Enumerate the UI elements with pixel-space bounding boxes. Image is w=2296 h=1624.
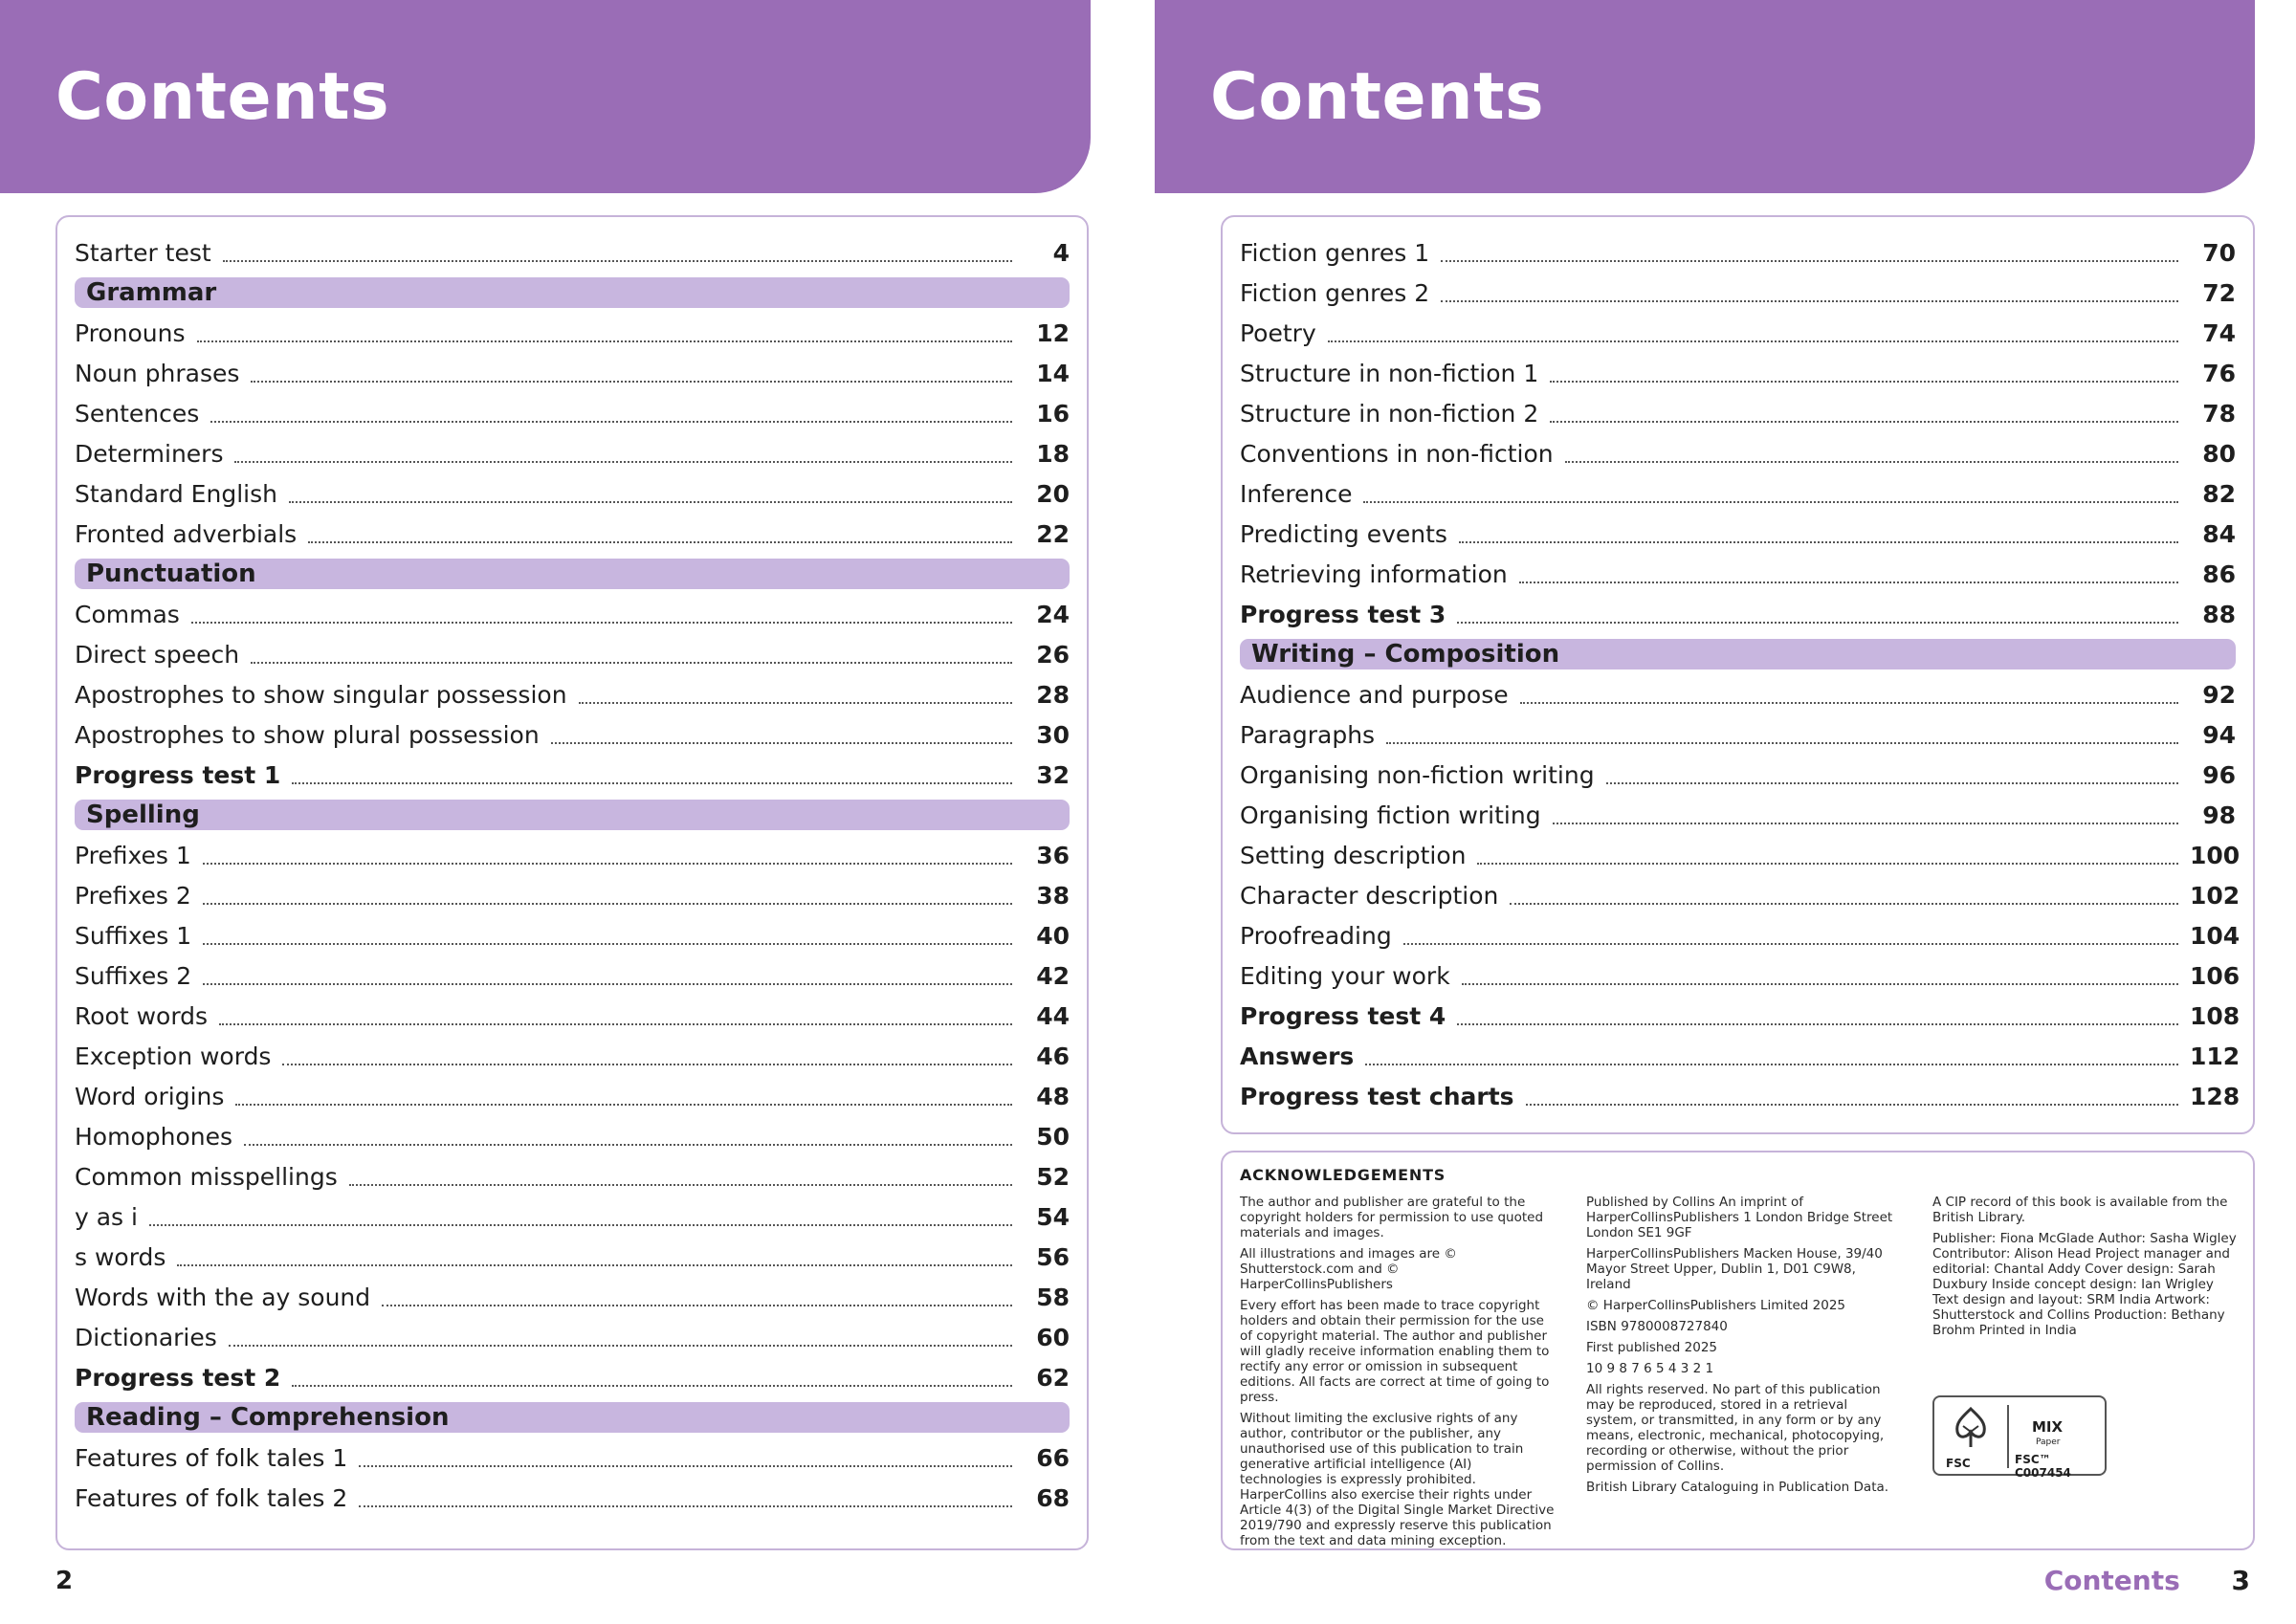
toc-entry bbox=[1240, 955, 2241, 996]
toc-entry bbox=[1240, 755, 2236, 795]
dot-leader bbox=[359, 1504, 1012, 1507]
toc-entry-page: 108 bbox=[2190, 1001, 2241, 1030]
toc-entry-page: 56 bbox=[1036, 1242, 1070, 1271]
toc-entry bbox=[1240, 554, 2236, 594]
toc-entry-page: 40 bbox=[1036, 921, 1070, 950]
toc-entry bbox=[75, 755, 1070, 795]
toc-entry bbox=[75, 433, 1070, 473]
ack-paragraph: ISBN 9780008727840 bbox=[1586, 1319, 1728, 1334]
fsc-tree-logo-icon bbox=[1942, 1403, 1999, 1460]
dot-leader bbox=[1606, 781, 2178, 784]
fsc-paper-label: Paper bbox=[2036, 1437, 2061, 1447]
toc-entry-title: Fiction genres 2 bbox=[1240, 278, 1430, 307]
ack-paragraph: The author and publisher are grateful to the copyright holders for permission to use quoted materials and images. bbox=[1240, 1195, 1544, 1240]
toc-entry bbox=[75, 1437, 1070, 1478]
toc-entry bbox=[75, 473, 1070, 514]
ack-paragraph: Every effort has been made to trace copyright holders and obtain their permission for the use of copyright material. The author and publisher will gladly receive information enabling them to rectify any error or omission in subsequent editions. All facts are correct at time of going to press. bbox=[1240, 1298, 1550, 1405]
toc-entry-page: 26 bbox=[1036, 640, 1070, 669]
toc-entry-title: y as i bbox=[75, 1202, 138, 1231]
right-contents-box bbox=[1221, 215, 2255, 1134]
toc-entry bbox=[75, 594, 1070, 634]
toc-entry bbox=[75, 714, 1070, 755]
toc-entry-page: 112 bbox=[2190, 1042, 2241, 1070]
toc-entry-title: Apostrophes to show singular possession bbox=[75, 680, 567, 709]
dot-leader bbox=[1526, 1103, 2178, 1106]
toc-entry bbox=[1240, 875, 2241, 915]
toc-entry bbox=[1240, 393, 2236, 433]
toc-entry bbox=[1240, 232, 2236, 273]
toc-entry-page: 70 bbox=[2202, 238, 2236, 267]
toc-entry bbox=[1240, 514, 2236, 554]
dot-leader bbox=[149, 1223, 1012, 1226]
toc-entry-page: 14 bbox=[1036, 359, 1070, 387]
toc-entry-page: 128 bbox=[2190, 1082, 2241, 1110]
dot-leader bbox=[292, 1384, 1012, 1387]
toc-entry bbox=[75, 1277, 1070, 1317]
toc-entry-title: Standard English bbox=[75, 479, 277, 508]
left-contents-box bbox=[55, 215, 1089, 1550]
dot-leader bbox=[1459, 540, 2178, 543]
toc-entry bbox=[75, 875, 1070, 915]
toc-entry bbox=[75, 393, 1070, 433]
toc-entry-page: 18 bbox=[1036, 439, 1070, 468]
toc-entry-title: Suffixes 1 bbox=[75, 921, 192, 950]
toc-entry bbox=[75, 955, 1070, 996]
toc-entry-title: Structure in non-fiction 2 bbox=[1240, 399, 1539, 428]
footer-contents-label: Contents bbox=[2043, 1565, 2180, 1596]
toc-entry bbox=[75, 674, 1070, 714]
toc-entry-page: 12 bbox=[1036, 318, 1070, 347]
dot-leader bbox=[223, 259, 1012, 262]
fsc-divider bbox=[2007, 1405, 2009, 1468]
toc-entry bbox=[75, 1036, 1070, 1076]
toc-entry-page: 50 bbox=[1036, 1122, 1070, 1151]
toc-entry-title: Structure in non-fiction 1 bbox=[1240, 359, 1539, 387]
toc-entry-page: 66 bbox=[1036, 1443, 1070, 1472]
toc-entry-page: 102 bbox=[2190, 881, 2241, 910]
toc-entry-title: Features of folk tales 2 bbox=[75, 1483, 348, 1512]
toc-entry-page: 92 bbox=[2202, 680, 2236, 709]
dot-leader bbox=[1386, 741, 2178, 744]
toc-entry bbox=[75, 353, 1070, 393]
toc-entry bbox=[1240, 915, 2241, 955]
toc-entry bbox=[75, 1237, 1070, 1277]
toc-entry-title: Setting description bbox=[1240, 841, 1467, 869]
dot-leader bbox=[1520, 701, 2178, 704]
toc-entry bbox=[75, 835, 1070, 875]
fsc-code: FSC™ C007454 bbox=[2015, 1453, 2071, 1480]
dot-leader bbox=[251, 661, 1012, 664]
toc-entry-page: 72 bbox=[2202, 278, 2236, 307]
toc-entry-page: 76 bbox=[2202, 359, 2236, 387]
toc-entry-page: 60 bbox=[1036, 1323, 1070, 1351]
toc-entry-title: Exception words bbox=[75, 1042, 272, 1070]
toc-entry-title: Predicting events bbox=[1240, 519, 1447, 548]
toc-entry-title: Proofreading bbox=[1240, 921, 1392, 950]
toc-section-heading: Spelling bbox=[75, 800, 1070, 830]
toc-section-heading: Punctuation bbox=[75, 559, 1070, 589]
right-page-number: 3 bbox=[2231, 1565, 2250, 1596]
dot-leader bbox=[191, 621, 1012, 624]
toc-entry-title: Paragraphs bbox=[1240, 720, 1376, 749]
toc-entry-title: Audience and purpose bbox=[1240, 680, 1509, 709]
ack-paragraph: All illustrations and images are © Shutterstock.com and © HarperCollinsPublishers bbox=[1240, 1246, 1457, 1292]
ack-paragraph: British Library Cataloguing in Publication Data. bbox=[1586, 1480, 1889, 1495]
toc-entry-page: 106 bbox=[2190, 961, 2241, 990]
toc-entry-title: Organising non-fiction writing bbox=[1240, 760, 1595, 789]
dot-leader bbox=[203, 982, 1012, 985]
dot-leader bbox=[203, 862, 1012, 865]
toc-entry-title: Dictionaries bbox=[75, 1323, 217, 1351]
toc-entry-title: Fronted adverbials bbox=[75, 519, 298, 548]
toc-entry-page: 42 bbox=[1036, 961, 1070, 990]
toc-entry-title: Common misspellings bbox=[75, 1162, 338, 1191]
toc-entry-title: Starter test bbox=[75, 238, 211, 267]
dot-leader bbox=[1403, 942, 2178, 945]
dot-leader bbox=[219, 1022, 1012, 1025]
toc-entry bbox=[1240, 674, 2236, 714]
dot-leader bbox=[1519, 581, 2178, 583]
toc-entry bbox=[75, 232, 1070, 273]
dot-leader bbox=[1441, 299, 2178, 302]
toc-entry-page: 88 bbox=[2202, 600, 2236, 628]
toc-entry-title: Prefixes 2 bbox=[75, 881, 191, 910]
toc-entry-page: 52 bbox=[1036, 1162, 1070, 1191]
dot-leader bbox=[251, 380, 1012, 383]
toc-entry-page: 62 bbox=[1036, 1363, 1070, 1392]
dot-leader bbox=[1441, 259, 2178, 262]
toc-entry-page: 36 bbox=[1036, 841, 1070, 869]
toc-entry-title: Progress test 3 bbox=[1240, 600, 1446, 628]
toc-entry-title: Words with the ay sound bbox=[75, 1283, 371, 1311]
toc-entry bbox=[1240, 313, 2236, 353]
left-toc-list bbox=[75, 232, 1070, 1518]
toc-entry bbox=[75, 514, 1070, 554]
toc-entry-title: Inference bbox=[1240, 479, 1353, 508]
ack-paragraph: 10 9 8 7 6 5 4 3 2 1 bbox=[1586, 1361, 1714, 1376]
toc-entry-title: Noun phrases bbox=[75, 359, 240, 387]
toc-entry-page: 94 bbox=[2202, 720, 2236, 749]
ack-paragraph: Publisher: Fiona McGlade Author: Sasha Wigley Contributor: Alison Head Project manager and editorial: Chantal Addy Cover design: Sarah Duxbury Inside concept design: Ian Wrigley Text design and layout: SRM India Artwork: Shutterstock and Collins Production: Bethany Brohm Printed in India bbox=[1932, 1231, 2237, 1338]
toc-entry-page: 30 bbox=[1036, 720, 1070, 749]
ack-paragraph: Without limiting the exclusive rights of any author, contributor or the publisher, any unauthorised use of this publication to train generative artificial intelligence (AI) technologies is expressly prohibited. HarperCollins also exercise their rights under Article 4(3) of the Digital Single Market Directive 2019/790 and expressly reserve this publication from the text and data mining exception. bbox=[1240, 1411, 1555, 1548]
toc-entry bbox=[1240, 433, 2236, 473]
dot-leader bbox=[1550, 420, 2178, 423]
toc-entry bbox=[1240, 353, 2236, 393]
dot-leader bbox=[1363, 500, 2178, 503]
toc-entry-page: 98 bbox=[2202, 801, 2236, 829]
toc-entry-page: 68 bbox=[1036, 1483, 1070, 1512]
toc-entry-page: 54 bbox=[1036, 1202, 1070, 1231]
dot-leader bbox=[292, 781, 1012, 784]
dot-leader bbox=[1457, 621, 2178, 624]
toc-entry-title: Progress test 2 bbox=[75, 1363, 281, 1392]
fsc-badge bbox=[1932, 1395, 2107, 1480]
toc-entry bbox=[75, 1156, 1070, 1196]
toc-entry-title: Sentences bbox=[75, 399, 200, 428]
dot-leader bbox=[234, 460, 1012, 463]
dot-leader bbox=[229, 1344, 1012, 1347]
ack-paragraph: HarperCollinsPublishers Macken House, 39/40 Mayor Street Upper, Dublin 1, D01 C9W8, Ireland bbox=[1586, 1246, 1883, 1292]
toc-entry bbox=[75, 1196, 1070, 1237]
toc-entry bbox=[75, 1116, 1070, 1156]
toc-section-heading: Writing – Composition bbox=[1240, 639, 2236, 669]
dot-leader bbox=[382, 1304, 1012, 1306]
toc-entry-title: Root words bbox=[75, 1001, 209, 1030]
toc-entry-page: 4 bbox=[1052, 238, 1070, 267]
dot-leader bbox=[282, 1063, 1012, 1065]
dot-leader bbox=[1553, 822, 2178, 824]
dot-leader bbox=[1550, 380, 2178, 383]
acknowledgements-heading: ACKNOWLEDGEMENTS bbox=[1240, 1166, 1446, 1184]
acknowledgements-box bbox=[1221, 1151, 2255, 1550]
dot-leader bbox=[177, 1263, 1012, 1266]
toc-entry-page: 48 bbox=[1036, 1082, 1070, 1110]
toc-entry bbox=[75, 915, 1070, 955]
toc-entry-title: Answers bbox=[1240, 1042, 1355, 1070]
ack-paragraph: Published by Collins An imprint of HarperCollinsPublishers 1 London Bridge Street London SE1 9GF bbox=[1586, 1195, 1893, 1240]
toc-entry-title: Progress test charts bbox=[1240, 1082, 1514, 1110]
toc-entry-page: 32 bbox=[1036, 760, 1070, 789]
toc-entry bbox=[1240, 273, 2236, 313]
toc-entry bbox=[1240, 594, 2236, 634]
toc-entry-title: s words bbox=[75, 1242, 166, 1271]
toc-entry-title: Determiners bbox=[75, 439, 224, 468]
toc-entry-page: 84 bbox=[2202, 519, 2236, 548]
left-page-number: 2 bbox=[55, 1567, 74, 1595]
toc-entry-page: 38 bbox=[1036, 881, 1070, 910]
toc-entry-page: 104 bbox=[2190, 921, 2241, 950]
toc-entry bbox=[75, 1357, 1070, 1397]
dot-leader bbox=[359, 1464, 1012, 1467]
toc-entry-page: 80 bbox=[2202, 439, 2236, 468]
toc-entry-page: 20 bbox=[1036, 479, 1070, 508]
dot-leader bbox=[1457, 1022, 2178, 1025]
toc-entry-title: Progress test 1 bbox=[75, 760, 281, 789]
right-page-title: Contents bbox=[1210, 59, 1545, 135]
left-page-header bbox=[0, 0, 1091, 193]
dot-leader bbox=[579, 701, 1012, 704]
toc-entry bbox=[75, 313, 1070, 353]
ack-paragraph: A CIP record of this book is available from the British Library. bbox=[1932, 1195, 2228, 1225]
right-page-footer bbox=[2044, 1565, 2250, 1596]
toc-entry-page: 28 bbox=[1036, 680, 1070, 709]
toc-entry-title: Character description bbox=[1240, 881, 1499, 910]
dot-leader bbox=[289, 500, 1012, 503]
dot-leader bbox=[197, 340, 1012, 342]
toc-entry-page: 96 bbox=[2202, 760, 2236, 789]
dot-leader bbox=[203, 902, 1012, 905]
toc-entry-title: Suffixes 2 bbox=[75, 961, 192, 990]
toc-entry-title: Progress test 4 bbox=[1240, 1001, 1446, 1030]
toc-entry-page: 58 bbox=[1036, 1283, 1070, 1311]
toc-entry-title: Prefixes 1 bbox=[75, 841, 191, 869]
acknowledgements-column-1 bbox=[1240, 1195, 1556, 1554]
toc-entry bbox=[1240, 795, 2236, 835]
toc-entry-title: Retrieving information bbox=[1240, 560, 1508, 588]
toc-entry-page: 46 bbox=[1036, 1042, 1070, 1070]
dot-leader bbox=[203, 942, 1012, 945]
toc-entry bbox=[1240, 473, 2236, 514]
right-toc-list bbox=[1240, 232, 2241, 1116]
toc-entry-title: Fiction genres 1 bbox=[1240, 238, 1430, 267]
ack-paragraph: All rights reserved. No part of this publication may be reproduced, stored in a retrieval system, or transmitted, in any form or by any means, electronic, mechanical, photocopying, recording or otherwise, without the prior permission of Collins. bbox=[1586, 1382, 1885, 1474]
ack-paragraph: © HarperCollinsPublishers Limited 2025 bbox=[1586, 1298, 1846, 1313]
toc-entry bbox=[75, 1076, 1070, 1116]
dot-leader bbox=[1328, 340, 2178, 342]
toc-entry-title: Commas bbox=[75, 600, 180, 628]
fsc-mix-label: MIX bbox=[2032, 1418, 2064, 1436]
toc-entry-page: 16 bbox=[1036, 399, 1070, 428]
toc-entry-title: Homophones bbox=[75, 1122, 233, 1151]
acknowledgements-column-3 bbox=[1932, 1195, 2243, 1344]
dot-leader bbox=[1365, 1063, 2178, 1065]
toc-section-heading: Reading – Comprehension bbox=[75, 1402, 1070, 1433]
toc-entry-page: 74 bbox=[2202, 318, 2236, 347]
toc-entry bbox=[1240, 996, 2241, 1036]
toc-entry-title: Editing your work bbox=[1240, 961, 1450, 990]
toc-entry-page: 78 bbox=[2202, 399, 2236, 428]
toc-entry-title: Conventions in non-fiction bbox=[1240, 439, 1554, 468]
right-page-header bbox=[1155, 0, 2255, 193]
toc-entry bbox=[1240, 1036, 2241, 1076]
toc-entry-title: Organising fiction writing bbox=[1240, 801, 1541, 829]
toc-entry-page: 100 bbox=[2190, 841, 2241, 869]
toc-entry-page: 22 bbox=[1036, 519, 1070, 548]
dot-leader bbox=[1510, 902, 2178, 905]
toc-entry-title: Direct speech bbox=[75, 640, 240, 669]
toc-entry-title: Features of folk tales 1 bbox=[75, 1443, 348, 1472]
dot-leader bbox=[235, 1103, 1012, 1106]
toc-entry-page: 24 bbox=[1036, 600, 1070, 628]
dot-leader bbox=[244, 1143, 1012, 1146]
dot-leader bbox=[1565, 460, 2178, 463]
dot-leader bbox=[349, 1183, 1012, 1186]
dot-leader bbox=[1477, 862, 2178, 865]
toc-entry-title: Pronouns bbox=[75, 318, 186, 347]
toc-entry-title: Word origins bbox=[75, 1082, 225, 1110]
toc-entry-page: 82 bbox=[2202, 479, 2236, 508]
acknowledgements-column-2 bbox=[1586, 1195, 1902, 1501]
toc-entry-page: 44 bbox=[1036, 1001, 1070, 1030]
toc-section-heading: Grammar bbox=[75, 277, 1070, 308]
left-page-title: Contents bbox=[55, 59, 390, 135]
toc-entry bbox=[1240, 835, 2241, 875]
dot-leader bbox=[1462, 982, 2178, 985]
toc-entry bbox=[1240, 714, 2236, 755]
toc-entry bbox=[75, 634, 1070, 674]
dot-leader bbox=[551, 741, 1012, 744]
toc-entry bbox=[75, 1478, 1070, 1518]
ack-paragraph: First published 2025 bbox=[1586, 1340, 1718, 1355]
dot-leader bbox=[210, 420, 1012, 423]
toc-entry bbox=[75, 996, 1070, 1036]
toc-entry bbox=[75, 1317, 1070, 1357]
toc-entry-title: Apostrophes to show plural possession bbox=[75, 720, 540, 749]
toc-entry bbox=[1240, 1076, 2241, 1116]
fsc-label: FSC bbox=[1946, 1457, 1971, 1470]
dot-leader bbox=[308, 540, 1012, 543]
toc-entry-page: 86 bbox=[2202, 560, 2236, 588]
toc-entry-title: Poetry bbox=[1240, 318, 1316, 347]
